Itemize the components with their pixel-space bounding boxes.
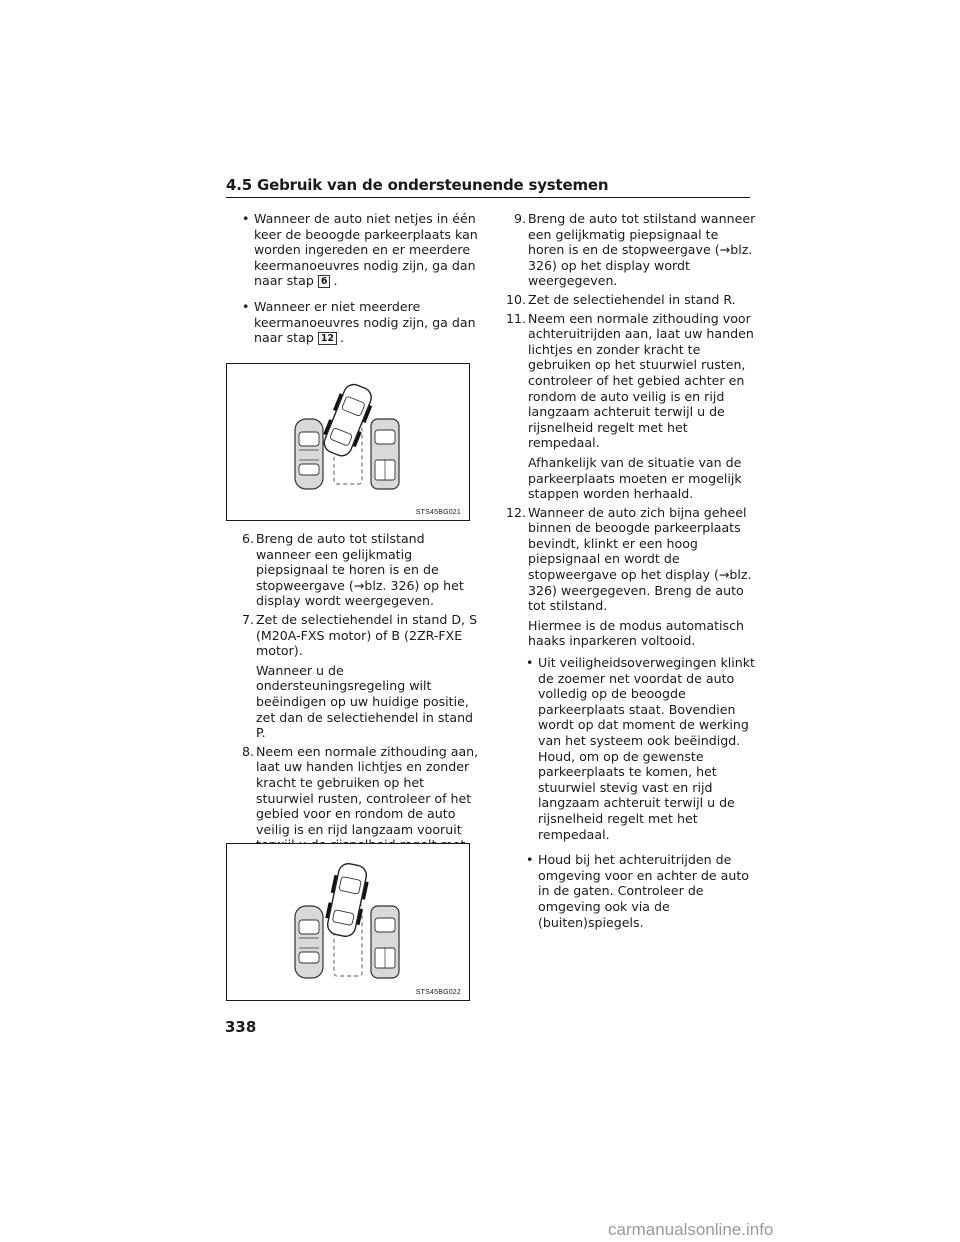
section-header [226,176,750,198]
left-column-top [232,211,482,356]
step-6: 6. Breng de auto tot stilstand wanneer een gelijkmatig piepsignaal te horen is en de stopweergave (→blz. 326) op het display wordt weergegeven. [241,531,464,609]
step-11-note: Afhankelijk van de situatie van de parkeerplaats moeten er mogelijk stappen worden herhaald. [528,454,742,502]
step-9: 9. Breng de auto tot stilstand wanneer een gelijkmatig piepsignaal te horen is en de stopweergave (→blz. 326) op het display wordt weergegeven. [513,211,756,289]
parked-car-left [295,906,323,978]
step-reference-box[interactable]: 6 [318,275,331,288]
bullet-single-manoeuvre: • Wanneer er niet meerdere keermanoeuvres nodig zijn, ga dan naar stap 12 . [232,299,482,346]
step-reference-box[interactable]: 12 [318,332,337,345]
step-12-note: Hiermee is de modus automatisch haaks inparkeren voltooid. [528,617,744,649]
maneuvering-car [324,861,370,938]
page-number: 338 [225,1018,257,1036]
right-column [504,211,756,940]
parking-illustration-1 [226,363,470,521]
step-11: 11. Neem een normale zithouding voor achteruitrijden aan, laat uw handen lichtjes en zonder kracht te gebruiken op het stuurwiel rusten, controleer of het gebied achter en rondom de auto veilig is en rijd langzaam achteruit terwijl u de rijsnelheid regelt met het rempedaal. [505,310,754,451]
step-8: 8. Neem een normale zithouding aan, laat uw handen lichtjes en zonder kracht te gebruiken op het stuurwiel rusten, controleer of het gebied voor en rondom de auto veilig is en rijd langzaam vooruit [241,743,479,837]
bullet-check-surroundings: • Houd bij het achteruitrijden de omgeving voor en achter de auto in de gaten. Controleer de omgeving ook via de (buiten)spiegels. [504,852,756,930]
parking-illustration-2 [226,843,470,1001]
parking-diagram-2 [227,844,469,1000]
step-7-note: Wanneer u de ondersteuningsregeling wilt beëindigen op uw huidige positie, zet dan de selectiehendel in stand P. [256,662,474,741]
parked-car-right [371,906,399,978]
parking-diagram-1 [227,364,469,520]
figure-code-1: STS45BG021 [415,509,461,516]
bullet-multi-manoeuvre: • Wanneer de auto niet netjes in één keer de beoogde parkeerplaats kan worden ingereden en er meerdere keermanoeuvres nodig zijn, ga dan naar stap 6 . [232,211,482,289]
parked-car-right [371,419,399,489]
watermark: carmanualsonline.info [608,1220,774,1239]
figure-code-2: STS45BG022 [415,989,461,996]
step-12: 12. Wanneer de auto zich bijna geheel binnen de beoogde parkeerplaats bevindt, klinkt er een hoog piepsignaal en wordt de stopweergave op het display (→blz. 326) weergegeven. Breng de auto tot stilstand. [505,504,752,614]
parked-car-left [295,419,323,489]
step-10: 10. Zet de selectiehendel in stand R. [505,291,736,307]
bullet-safety-buzzer: • Uit veiligheidsoverwegingen klinkt de zoemer net voordat de auto volledig op de beoogde parkeerplaats staat. Bovendien wordt op dat moment de werking van het systeem ook beëindigd. Houd, om op de gewenste parkeerplaats te komen, het stuurwiel stevig vast en rijd langzaam achteruit terwijl u de rijsnelheid regelt met het rempedaal. [504,655,756,842]
step-7: 7. Zet de selectiehendel in stand D, S (M20A-FXS motor) of B (2ZR-FXE motor). [241,611,478,659]
maneuvering-car [319,381,376,460]
left-column-steps [232,531,482,871]
section-title: 4.5 Gebruik van de ondersteunende systemen [226,176,609,194]
